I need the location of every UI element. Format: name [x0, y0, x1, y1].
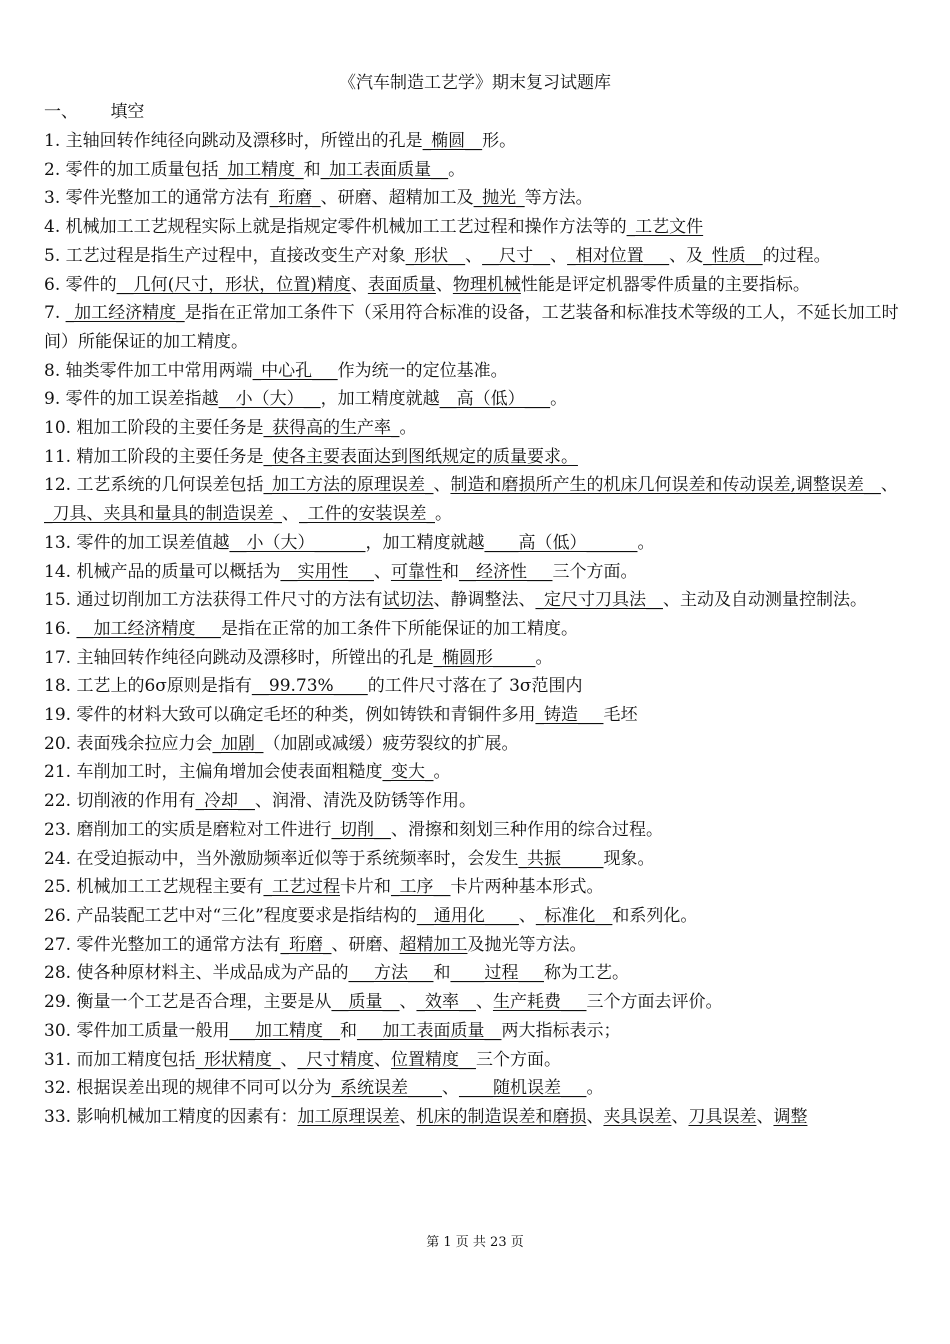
question-text: 性能是评定机器零件质量的主要指标。 — [520, 274, 810, 295]
answer-blank: _刀具、夹具和量具的制造误差_ — [44, 504, 282, 525]
question-text: 零件光整加工的通常方法有 — [65, 188, 270, 209]
question-number: 22. — [44, 791, 77, 812]
question-text: 产品装配工艺中对“三化”程度要求是指结构的 — [76, 905, 417, 926]
question-text: 、 — [550, 245, 568, 266]
answer-blank: _尺寸精度 — [297, 1049, 374, 1070]
question-text: 工艺系统的几何误差包括 — [76, 475, 264, 496]
question-text: 两大指标表示； — [501, 1020, 621, 1041]
answer-blank: _椭圆__ — [422, 131, 483, 151]
question-text: 影响机械加工精度的因素有： — [76, 1106, 298, 1127]
question-text: 精加工阶段的主要任务是 — [76, 446, 264, 467]
question-number: 11. — [44, 446, 77, 467]
question-item — [44, 845, 906, 874]
answer-blank: __99.73%____ — [251, 676, 368, 697]
question-item — [44, 902, 906, 931]
question-text: 、 — [399, 992, 417, 1013]
question-number: 20. — [44, 733, 77, 754]
question-text: 在受迫振动中，当外激励频率近似等于系统频率时，会发生 — [76, 848, 519, 869]
question-text: 毛坯 — [603, 705, 638, 726]
question-item — [44, 787, 906, 816]
question-number: 5. — [44, 245, 66, 266]
question-number: 33. — [44, 1106, 77, 1127]
answer-blank: __实用性___ — [280, 561, 374, 582]
question-text: 、 — [475, 992, 493, 1013]
question-text: 轴类零件加工中常用两端 — [65, 360, 253, 381]
answer-blank: _切削__ — [331, 819, 391, 840]
answer-blank: 机床的制造误差和磨损 — [416, 1106, 587, 1127]
answer-blank: 超精加工 — [399, 934, 468, 955]
page-footer: 第 1 页 共 23 页 — [426, 1235, 524, 1250]
question-text: 、 — [280, 1049, 298, 1070]
question-text: 车削加工时，主偏角增加会使表面粗糙度 — [76, 762, 383, 783]
answer-blank: ___加工表面质量__ — [356, 1020, 502, 1041]
question-text: 、研磨、 — [331, 934, 400, 955]
question-item — [44, 443, 906, 472]
question-text: 、 — [350, 274, 368, 295]
question-item — [44, 988, 906, 1017]
question-item — [44, 873, 906, 902]
question-text: 衡量一个工艺是否合理，主要是从 — [76, 992, 332, 1013]
document-title: 《汽车制造工艺学》期末复习试题库 — [339, 73, 611, 93]
question-item — [44, 299, 906, 356]
question-text: 、研磨、超精加工及 — [320, 188, 474, 209]
answer-blank: _加工经济精度_ — [65, 303, 185, 324]
question-list — [44, 127, 906, 1132]
answer-blank: 加工原理误差 — [297, 1106, 400, 1127]
answer-blank: _珩磨_ — [280, 934, 332, 955]
question-item — [44, 615, 906, 644]
question-text: 、 — [399, 1106, 417, 1127]
question-text: 是指在正常的加工条件下所能保证的加工精度。 — [220, 618, 578, 639]
question-text: 、 — [282, 504, 299, 525]
question-text: 使各种原材料主、半成品成为产品的 — [76, 963, 349, 984]
question-item — [44, 672, 906, 701]
answer-blank: _获得高的生产率_ — [263, 418, 400, 439]
answer-blank: __小（大）______ — [229, 532, 366, 553]
question-number: 27. — [44, 934, 77, 955]
question-item — [44, 931, 906, 960]
answer-blank: _工艺文件 — [626, 217, 704, 238]
question-text: 。 — [435, 504, 452, 525]
question-item — [44, 385, 906, 414]
answer-blank: 刀具误差 — [688, 1106, 757, 1127]
question-item — [44, 701, 906, 730]
answer-blank: _性质__ — [703, 245, 763, 266]
question-number: 9. — [44, 389, 66, 410]
answer-blank: __几何(尺寸，形状，位置)精度 — [116, 274, 351, 295]
question-item — [44, 1017, 906, 1046]
question-item — [44, 816, 906, 845]
question-text: 、 — [880, 475, 898, 496]
question-text: 。 — [586, 1078, 604, 1099]
question-text: 称为工艺。 — [543, 963, 629, 984]
question-text: 、 — [435, 274, 453, 295]
answer-blank: _变大_ — [382, 762, 434, 783]
question-item — [44, 271, 906, 300]
question-number: 30. — [44, 1020, 77, 1041]
question-text: 主轴回转作纯径向跳动及漂移时，所镗出的孔是 — [76, 647, 434, 668]
question-text: 工艺上的6σ原则是指有 — [76, 676, 252, 697]
question-text: 、滑擦和刻划三种作用的综合过程。 — [390, 819, 663, 840]
question-item — [44, 529, 906, 558]
question-number: 19. — [44, 705, 77, 726]
question-item — [44, 959, 906, 988]
question-item — [44, 758, 906, 787]
question-number: 29. — [44, 992, 77, 1013]
answer-blank: _冷却__ — [195, 791, 255, 812]
question-number: 13. — [44, 532, 77, 553]
question-item — [44, 213, 906, 242]
question-text: 。 — [448, 159, 466, 180]
answer-blank: _椭圆形_____ — [433, 647, 536, 668]
answer-blank: _中心孔___ — [252, 360, 338, 381]
question-item — [44, 127, 906, 156]
answer-blank: _工件的安装误差_ — [299, 504, 435, 525]
question-text: 、 — [756, 1106, 774, 1127]
answer-blank: ___方法___ — [348, 963, 434, 984]
answer-blank: 物理机械 — [452, 274, 521, 295]
question-text: 零件的加工误差指越 — [65, 389, 219, 410]
question-text: 和 — [303, 159, 321, 180]
question-item — [44, 156, 906, 185]
question-text: 磨削加工的实质是磨粒对工件进行 — [76, 819, 332, 840]
question-text: 、及 — [669, 245, 704, 266]
question-text: （加剧或减缓）疲劳裂纹的扩展。 — [263, 733, 519, 754]
question-text: 、 — [586, 1106, 604, 1127]
question-text: 三个方面去评价。 — [586, 992, 723, 1013]
question-number: 8. — [44, 360, 66, 381]
answer-blank: _工艺过程 — [263, 877, 340, 898]
question-item — [44, 471, 906, 528]
answer-blank: _抛光_ — [473, 188, 525, 209]
question-number: 25. — [44, 877, 77, 898]
question-text: 切削液的作用有 — [76, 791, 196, 812]
question-text: ，加工精度就越 — [320, 389, 440, 410]
question-item — [44, 558, 906, 587]
question-item — [44, 1046, 906, 1075]
question-item — [44, 414, 906, 443]
question-number: 18. — [44, 676, 77, 697]
question-text: 。 — [637, 532, 655, 553]
question-text: 、 — [465, 245, 483, 266]
answer-blank: 可靠性 — [390, 561, 442, 582]
question-text: 、 — [433, 475, 451, 496]
question-number: 2. — [44, 159, 66, 180]
question-text: 根据误差出现的规律不同可以分为 — [76, 1078, 332, 1099]
question-text: 、润滑、清洗及防锈等作用。 — [254, 791, 476, 812]
question-text: 等方法。 — [524, 188, 593, 209]
section-heading — [44, 100, 144, 124]
question-text: 及抛光等方法。 — [467, 934, 587, 955]
answer-blank: ____随机误差___ — [458, 1078, 587, 1099]
answer-blank: _加工方法的原理误差_ — [263, 475, 434, 496]
question-text: 零件的加工误差值越 — [76, 532, 230, 553]
section-number: 一、 — [44, 102, 78, 122]
question-number: 14. — [44, 561, 77, 582]
question-text: 表面残余拉应力会 — [76, 733, 213, 754]
question-number: 4. — [44, 217, 66, 238]
answer-blank: _定尺寸刀具法__ — [535, 590, 663, 611]
question-number: 21. — [44, 762, 77, 783]
question-text: 。 — [399, 418, 417, 439]
question-item — [44, 1074, 906, 1103]
answer-blank: _加工表面质量__ — [320, 159, 449, 180]
question-text: 、 — [671, 1106, 689, 1127]
question-number: 32. — [44, 1078, 77, 1099]
question-text: 卡片和 — [339, 877, 391, 898]
question-text: 的过程。 — [762, 245, 831, 266]
answer-blank: _标准化__ — [535, 905, 613, 926]
question-number: 16. — [44, 618, 77, 639]
question-text: 零件的材料大致可以确定毛坯的种类，例如铸铁和青铜件多用 — [76, 705, 536, 726]
question-text: 现象。 — [603, 848, 655, 869]
answer-blank: _铸造___ — [535, 705, 604, 726]
answer-blank: __高（低）___ — [439, 389, 551, 410]
question-text: 形。 — [482, 131, 517, 151]
answer-blank: _系统误差____ — [331, 1078, 442, 1099]
question-text: 零件光整加工的通常方法有 — [76, 934, 281, 955]
question-text: 作为统一的定位基准。 — [337, 360, 508, 381]
answer-blank: _形状精度_ — [195, 1049, 281, 1070]
answer-blank: 调整 — [773, 1106, 808, 1127]
question-number: 26. — [44, 905, 77, 926]
question-text: 、 — [518, 905, 536, 926]
answer-blank: _共振_____ — [518, 848, 604, 869]
question-text: 主轴回转作纯径向跳动及漂移时，所镗出的孔是 — [65, 131, 423, 151]
question-text: 零件的加工质量包括 — [65, 159, 219, 180]
question-text: 、 — [373, 1049, 391, 1070]
question-item — [44, 184, 906, 213]
question-number: 3. — [44, 188, 66, 209]
question-item — [44, 586, 906, 615]
question-number: 15. — [44, 590, 77, 611]
answer-blank: _珩磨_ — [269, 188, 321, 209]
question-text: 和 — [433, 963, 451, 984]
answer-blank: __质量__ — [331, 992, 400, 1013]
question-text: 、 — [373, 561, 391, 582]
question-text: 工艺过程是指生产过程中，直接改变生产对象 — [65, 245, 406, 266]
question-number: 28. — [44, 963, 77, 984]
question-text: 三个方面。 — [552, 561, 638, 582]
answer-blank: ____过程___ — [450, 963, 544, 984]
question-text: 和 — [339, 1020, 357, 1041]
question-text: 。 — [535, 647, 553, 668]
question-text: 、 — [441, 1078, 459, 1099]
question-number: 31. — [44, 1049, 77, 1070]
question-number: 17. — [44, 647, 77, 668]
question-item — [44, 242, 906, 271]
question-number: 6. — [44, 274, 66, 295]
answer-blank: 位置精度__ — [390, 1049, 476, 1070]
answer-blank: _使各主要表面达到图纸规定的质量要求。 — [263, 446, 578, 467]
question-item — [44, 730, 906, 759]
question-number: 10. — [44, 418, 77, 439]
question-text: 、静调整法、 — [433, 590, 536, 611]
answer-blank: _效率__ — [416, 992, 476, 1013]
question-item — [44, 1103, 906, 1132]
question-text: ，加工精度就越 — [365, 532, 485, 553]
answer-blank: __加工经济精度___ — [76, 618, 221, 639]
question-text: 的工件尺寸落在了 3σ范围内 — [367, 676, 583, 697]
question-item — [44, 644, 906, 673]
question-text: 而加工精度包括 — [76, 1049, 196, 1070]
answer-blank: 制造和磨损所产生的机床几何误差和传动误差, — [450, 475, 796, 496]
question-text: 三个方面。 — [475, 1049, 561, 1070]
question-text: 零件加工质量一般用 — [76, 1020, 230, 1041]
question-text: 机械加工工艺规程主要有 — [76, 877, 264, 898]
question-text: 、主动及自动测量控制法。 — [662, 590, 867, 611]
answer-blank: _加剧_ — [212, 733, 264, 754]
question-text: 零件的 — [65, 274, 117, 295]
answer-blank: 夹具误差 — [603, 1106, 672, 1127]
question-number: 7. — [44, 303, 66, 324]
question-text: 是指在正常加工条件下（采用符合标准的设备，工艺装备和标准技术等级的工人，不延长加工时间）所能保证的加工精度。 — [44, 303, 899, 352]
answer-blank: __经济性___ — [458, 561, 553, 582]
question-text: 粗加工阶段的主要任务是 — [76, 418, 264, 439]
answer-blank: ___加工精度__ — [229, 1020, 340, 1041]
question-text: 通过切削加工方法获得工件尺寸的方法有 — [76, 590, 383, 611]
question-text: 。 — [550, 389, 568, 410]
answer-blank: 表面质量 — [367, 274, 436, 295]
answer-blank: 生产耗费___ — [492, 992, 587, 1013]
answer-blank: __通用化____ — [416, 905, 519, 926]
answer-blank: ____高（低）______ — [484, 532, 638, 553]
question-number: 23. — [44, 819, 77, 840]
question-item — [44, 357, 906, 386]
question-text: 。 — [433, 762, 451, 783]
question-text: 卡片两种基本形式。 — [450, 877, 604, 898]
question-number: 24. — [44, 848, 77, 869]
answer-blank: _相对位置___ — [567, 245, 670, 266]
answer-blank: _加工精度_ — [218, 159, 304, 180]
answer-blank: _工序__ — [390, 877, 451, 898]
question-number: 12. — [44, 475, 77, 496]
answer-blank: __尺寸__ — [482, 245, 551, 266]
section-label: 填空 — [110, 102, 145, 122]
answer-blank: 调整误差__ — [795, 475, 881, 496]
answer-blank: __小（大）__ — [218, 389, 321, 410]
answer-blank: 试切法 — [382, 590, 434, 611]
question-text: 和 — [441, 561, 459, 582]
question-text: 机械产品的质量可以概括为 — [76, 561, 281, 582]
question-text: 机械加工工艺规程实际上就是指规定零件机械加工工艺过程和操作方法等的 — [65, 217, 627, 238]
question-number: 1. — [44, 131, 66, 151]
answer-blank: _形状__ — [405, 245, 466, 266]
question-text: 和系列化。 — [612, 905, 698, 926]
